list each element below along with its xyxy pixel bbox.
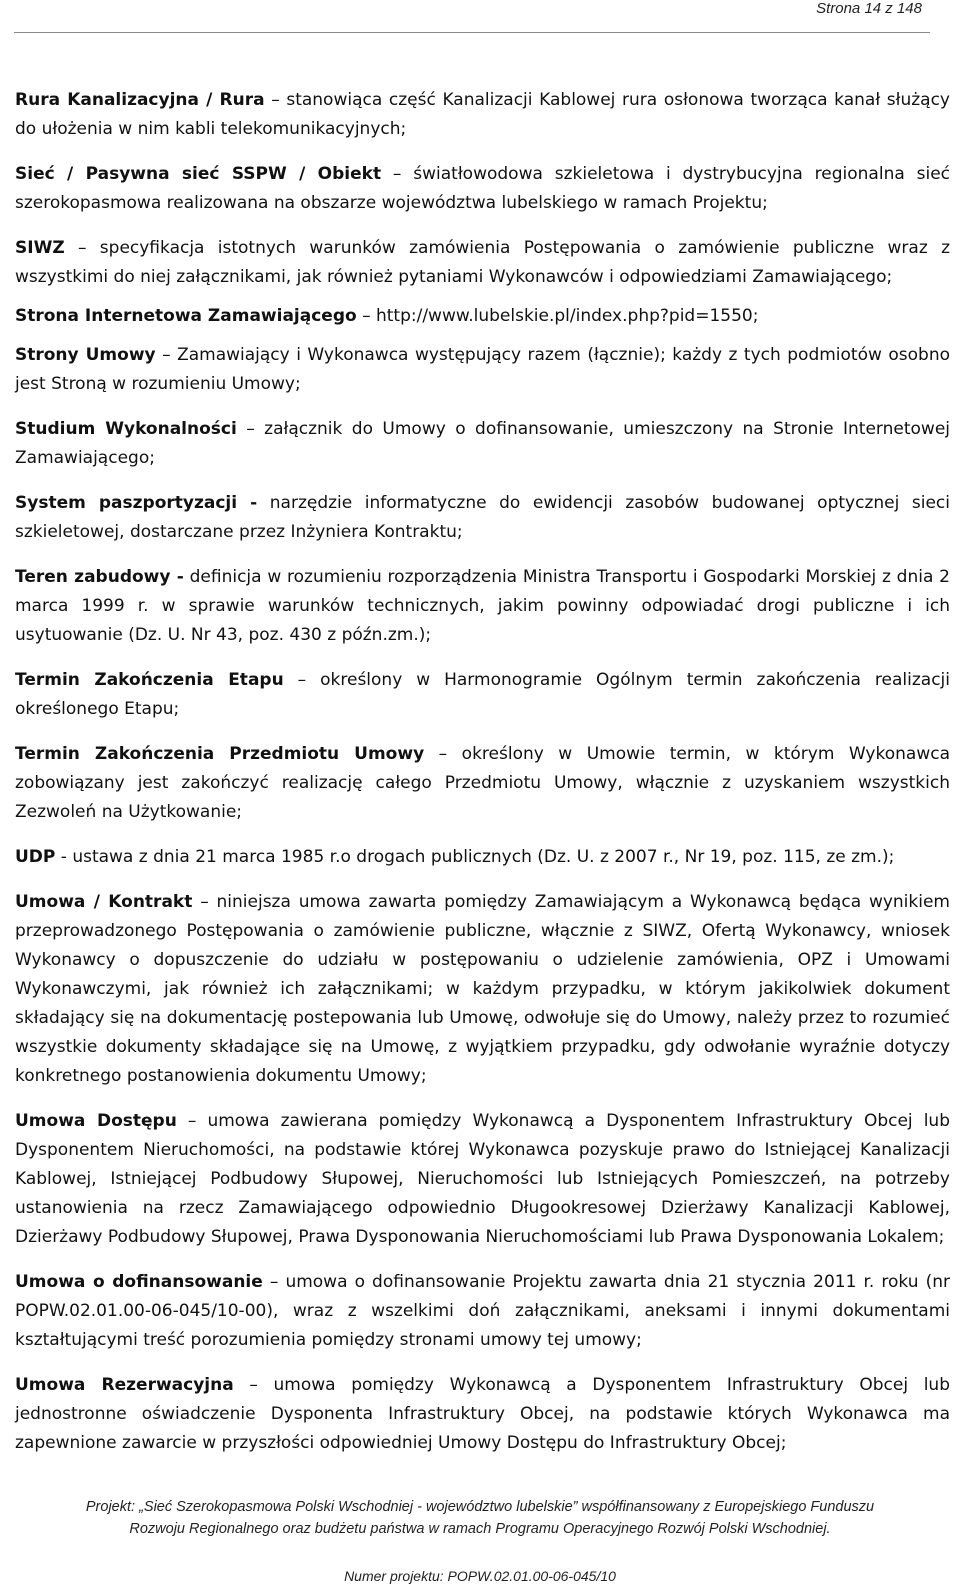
definition-text: – umowa pomiędzy Wykonawcą a Dysponentem Infrastruktury Obcej lub jednostronne oświadczenie Dysponenta Infrastruktury Obcej, na podstawie których Wykonawca ma zapewnione zawarcie w przyszłości odpowiedniej Umowy Dostępu do Infrastruktury Obcej; [15,1375,950,1453]
footer-project-line-2: Rozwoju Regionalnego oraz budżetu państwa w ramach Programu Operacyjnego Rozwój Polski Wschodniej. [129,1521,831,1537]
footer-project-number: Numer projektu: POPW.02.01.00-06-045/10 [344,1568,616,1584]
footer-project-line-1: Projekt: „Sieć Szerokopasmowa Polski Wschodniej - województwo lubelskie” współfinansowany z Europejskiego Funduszu [85,1499,875,1515]
definition-text: – określony w Harmonogramie Ogólnym termin zakończenia realizacji określonego Etapu; [15,670,950,719]
definition-text: – Zamawiający i Wykonawca występujący razem (łącznie); każdy z tych podmiotów osobno jest Stroną w rozumieniu Umowy; [15,345,950,394]
definition-text: – światłowodowa szkieletowa i dystrybucyjna regionalna sieć szerokopasmowa realizowana na obszarze województwa lubelskiego w ramach Projektu; [15,164,950,213]
definition-text: definicja w rozumieniu rozporządzenia Ministra Transportu i Gospodarki Morskiej z dnia 2 marca 1999 r. w sprawie warunków technicznych, jakim powinny odpowiadać drogi publiczne i ich usytuowanie (Dz. U. Nr 43, poz. 430 z późn.zm.); [15,567,950,645]
definition-term: Umowa Rezerwacyjna [15,1375,234,1395]
definition-entry [15,888,950,1091]
definition-term: Teren zabudowy - [15,567,184,587]
definition-entry [15,843,950,872]
definition-entry [15,86,950,144]
definitions-list [15,86,950,1474]
definition-term: Umowa Dostępu [15,1111,177,1131]
definition-text: - ustawa z dnia 21 marca 1985 r.o drogach publicznych (Dz. U. z 2007 r., Nr 19, poz. 115, ze zm.); [55,847,895,867]
definition-term: SIWZ [15,238,65,258]
definition-text: – http://www.lubelskie.pl/index.php?pid=1550; [356,306,759,326]
definition-term: Umowa o dofinansowanie [15,1272,263,1292]
definition-text: – załącznik do Umowy o dofinansowanie, umieszczony na Stronie Internetowej Zamawiającego; [15,419,951,468]
definition-text: – niniejsza umowa zawarta pomiędzy Zamawiającym a Wykonawcą będąca wynikiem przeprowadzonego Postępowania o zamówienie publiczne, włącznie z SIWZ, Ofertą Wykonawcy, wniosek Wykonawcy o dopuszczenie do udziału w postępowaniu o udzielenie zamówienia, OPZ i Umowami Wykonawczymi, jak również ich załącznikami; w każdym przypadku, w którym jakikolwiek dokument składający się na dokumentację postepowania lub Umowę, odwołuje się do Umowy, należy przez to rozumieć wszystkie dokumenty składające się na Umowę, z wyjątkiem przypadku, gdy odwołanie wyraźnie dotyczy konkretnego postanowienia dokumentu Umowy; [15,892,950,1086]
definition-text: narzędzie informatyczne do ewidencji zasobów budowanej optycznej sieci szkieletowej, dostarczane przez Inżyniera Kontraktu; [15,493,950,542]
definition-entry [15,563,950,650]
definition-entry [15,160,950,218]
definition-term: Sieć / Pasywna sieć SSPW / Obiekt [15,164,382,184]
definition-term: Rura Kanalizacyjna / Rura [15,90,265,110]
definition-term: UDP [15,847,56,867]
definition-entry [15,341,950,399]
definition-term: Termin Zakończenia Etapu [15,670,284,690]
definition-term: Termin Zakończenia Przedmiotu Umowy [15,744,425,764]
page-number: Strona 14 z 148 [816,0,922,17]
header-divider [14,32,930,33]
definition-term: Strony Umowy [15,345,156,365]
definition-entry [15,234,950,292]
definition-term: System paszportyzacji - [15,493,258,513]
definition-entry [15,1268,950,1355]
definition-entry [15,415,950,473]
definition-entry [15,666,950,724]
definition-text: – umowa o dofinansowanie Projektu zawarta dnia 21 stycznia 2011 r. roku (nr POPW.02.01.00-06-045/10-00), wraz z wszelkimi doń załącznikami, aneksami i innymi dokumentami kształtującymi treść porozumienia pomiędzy stronami umowy tej umowy; [15,1272,950,1350]
definition-entry [15,1371,950,1458]
definition-text: – określony w Umowie termin, w którym Wykonawca zobowiązany jest zakończyć realizację całego Przedmiotu Umowy, włącznie z uzyskaniem wszystkich Zezwoleń na Użytkowanie; [15,744,950,822]
definition-entry [15,1107,950,1252]
definition-entry [15,740,950,827]
definition-term: Strona Internetowa Zamawiającego [15,306,357,326]
definition-entry [15,489,950,547]
definition-text: – specyfikacja istotnych warunków zamówienia Postępowania o zamówienie publiczne wraz z wszystkimi do niej załącznikami, jak również pytaniami Wykonawców i odpowiedziami Zamawiającego; [15,238,950,287]
definition-term: Umowa / Kontrakt [15,892,193,912]
definition-term: Studium Wykonalności [15,419,237,439]
definition-text: – stanowiąca część Kanalizacji Kablowej rura osłonowa tworząca kanał służący do ułożenia w nim kabli telekomunikacyjnych; [15,90,950,139]
page-header [0,0,960,34]
definition-entry [15,302,950,331]
definition-text: – umowa zawierana pomiędzy Wykonawcą a Dysponentem Infrastruktury Obcej lub Dysponentem Nieruchomości, na podstawie której Wykonawca pozyskuje prawo do Istniejącej Kanalizacji Kablowej, Istniejącej Podbudowy Słupowej, Nieruchomości lub Istniejących Pomieszczeń, na potrzeby ustanowienia na rzecz Zamawiającego odpowiednio Długookresowej Dzierżawy Kanalizacji Kablowej, Dzierżawy Podbudowy Słupowej, Prawa Dysponowania Nieruchomościami lub Prawa Dysponowania Lokalem; [15,1111,951,1247]
